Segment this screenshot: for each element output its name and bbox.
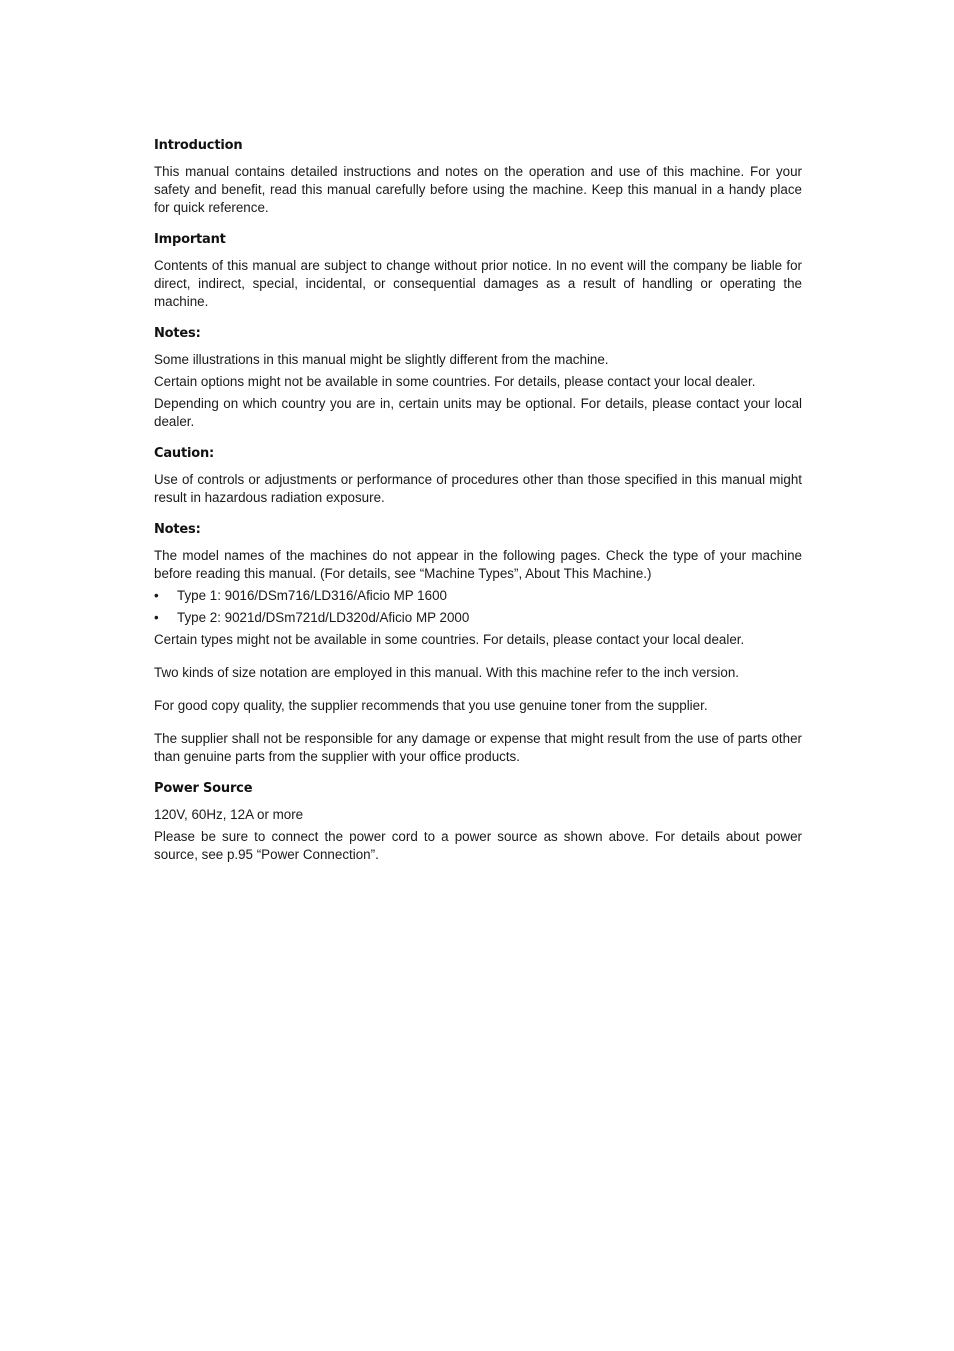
caution-text: Use of controls or adjustments or performance of procedures other than those specified in this manual might result in hazardous radiation exposure. <box>154 472 802 505</box>
caution-heading: Caution: <box>154 446 215 461</box>
notes-item: Depending on which country you are in, certain units may be optional. For details, please contact your local dealer. <box>154 396 802 429</box>
machine-type-list <box>154 587 802 627</box>
machine-type-text: Type 1: 9016/DSm716/LD316/Aficio MP 1600 <box>177 588 447 603</box>
power-source-section <box>154 780 802 864</box>
important-heading: Important <box>154 232 226 247</box>
machine-type-text: Type 2: 9021d/DSm721d/LD320d/Aficio MP 2000 <box>177 610 470 625</box>
notes-item: Some illustrations in this manual might be slightly different from the machine. <box>154 352 609 367</box>
caution-section <box>154 445 802 507</box>
bullet-icon: • <box>154 610 159 625</box>
list-item <box>154 587 802 605</box>
notes-intro: The model names of the machines do not appear in the following pages. Check the type of your machine before reading this manual. (For details, see “Machine Types”, About This Machine.) <box>154 548 802 581</box>
important-text: Contents of this manual are subject to change without prior notice. In no event will the company be liable for direct, indirect, special, incidental, or consequential damages as a result of handling or operating the machine. <box>154 258 802 309</box>
notes-section-1 <box>154 325 802 431</box>
list-item <box>154 609 802 627</box>
important-section <box>154 231 802 311</box>
bullet-icon: • <box>154 588 159 603</box>
notes-after: Certain types might not be available in some countries. For details, please contact your local dealer. <box>154 632 745 647</box>
copy-quality-text: For good copy quality, the supplier recommends that you use genuine toner from the supplier. <box>154 698 708 713</box>
notes-section-2 <box>154 521 802 649</box>
power-source-heading: Power Source <box>154 781 253 796</box>
notes-heading-2: Notes: <box>154 522 201 537</box>
notes-item: Certain options might not be available in some countries. For details, please contact your local dealer. <box>154 374 756 389</box>
introduction-text: This manual contains detailed instructions and notes on the operation and use of this machine. For your safety and benefit, read this manual carefully before using the machine. Keep this manual in a handy place for quick reference. <box>154 164 802 215</box>
responsibility-text: The supplier shall not be responsible for any damage or expense that might result from the use of parts other than genuine parts from the supplier with your office products. <box>154 731 802 764</box>
introduction-heading: Introduction <box>154 138 243 153</box>
introduction-section <box>154 137 802 217</box>
power-source-text: Please be sure to connect the power cord to a power source as shown above. For details about power source, see p.95 “Power Connection”. <box>154 829 802 862</box>
power-source-spec: 120V, 60Hz, 12A or more <box>154 807 304 822</box>
size-notation-text: Two kinds of size notation are employed in this manual. With this machine refer to the inch version. <box>154 665 740 680</box>
notes-heading-1: Notes: <box>154 326 201 341</box>
manual-page <box>154 137 802 878</box>
